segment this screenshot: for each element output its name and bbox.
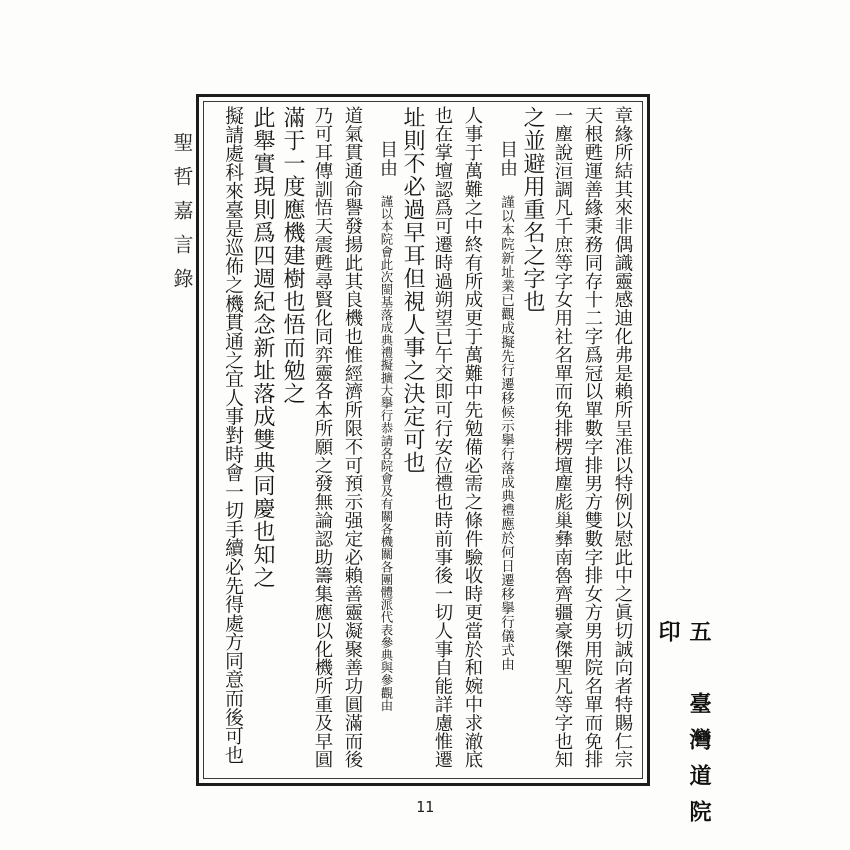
book-title: 聖哲嘉言錄	[170, 132, 194, 302]
text-column-6: 也在掌壇認爲可遷時過朔望已午交即可行安位禮也時前事後一切人事自能詳慮惟遷	[432, 106, 453, 769]
question-1-text: 謹以本院新址業已觀成擬先行遷移候示擧行落成典禮應於何日遷移擧行儀式由	[498, 195, 514, 671]
text-column-9: 乃可耳傳訓悟天震甦尋賢化同弈靈各本所願之發無論認助籌集應以化機所重及早圓	[312, 106, 333, 769]
text-column-5: 人事于萬難之中終有所成更于萬難中先勉備必需之條件驗收時更當於和婉中求澈底	[462, 106, 483, 769]
text-column-12: 擬請處科來臺是巡佈之機貫通之宜人事對時會一切手續必先得處方同意而後可也	[222, 106, 243, 764]
publisher-imprint: 五 臺灣道院印	[655, 620, 712, 836]
text-column-7: 址則不必過早耳但視人事之決定可也	[400, 106, 425, 474]
question-2-text: 謹以本院會此次閩基落成典禮擬擴大擧行恭請各院會及有關各機關各團體派代表參典與參觀由	[379, 195, 394, 712]
question-2-label: 目由	[377, 140, 398, 177]
text-column-10: 滿于一度應機建樹也悟而勉之	[280, 106, 305, 405]
text-column-2: 天根甦運善緣秉務同存十二字爲冠以單數字排男方雙數字排女方男用院名單而免排	[582, 106, 603, 769]
question-1-label: 目由	[497, 140, 518, 177]
text-column-8: 道氣貫通命譽發揚此其良機也惟經濟所限不可預示强定必賴善靈凝聚善功圓滿而後	[342, 106, 363, 769]
page-number: 11	[415, 798, 435, 816]
text-column-1: 章緣所結其來非偶識靈感迪化弗是賴所呈准以特例以慰此中之眞切誠向者特賜仁宗	[612, 106, 633, 769]
text-column-11: 此舉實現則爲四週紀念新址落成雙典同慶也知之	[250, 106, 275, 589]
text-column-3: 一塵說洹調凡千庶等字女用社名單而免排楞壇塵彪巢彝南魯齊疆豪傑聖凡等字也知	[552, 106, 573, 769]
text-column-4: 之並避用重名之字也	[520, 106, 545, 313]
